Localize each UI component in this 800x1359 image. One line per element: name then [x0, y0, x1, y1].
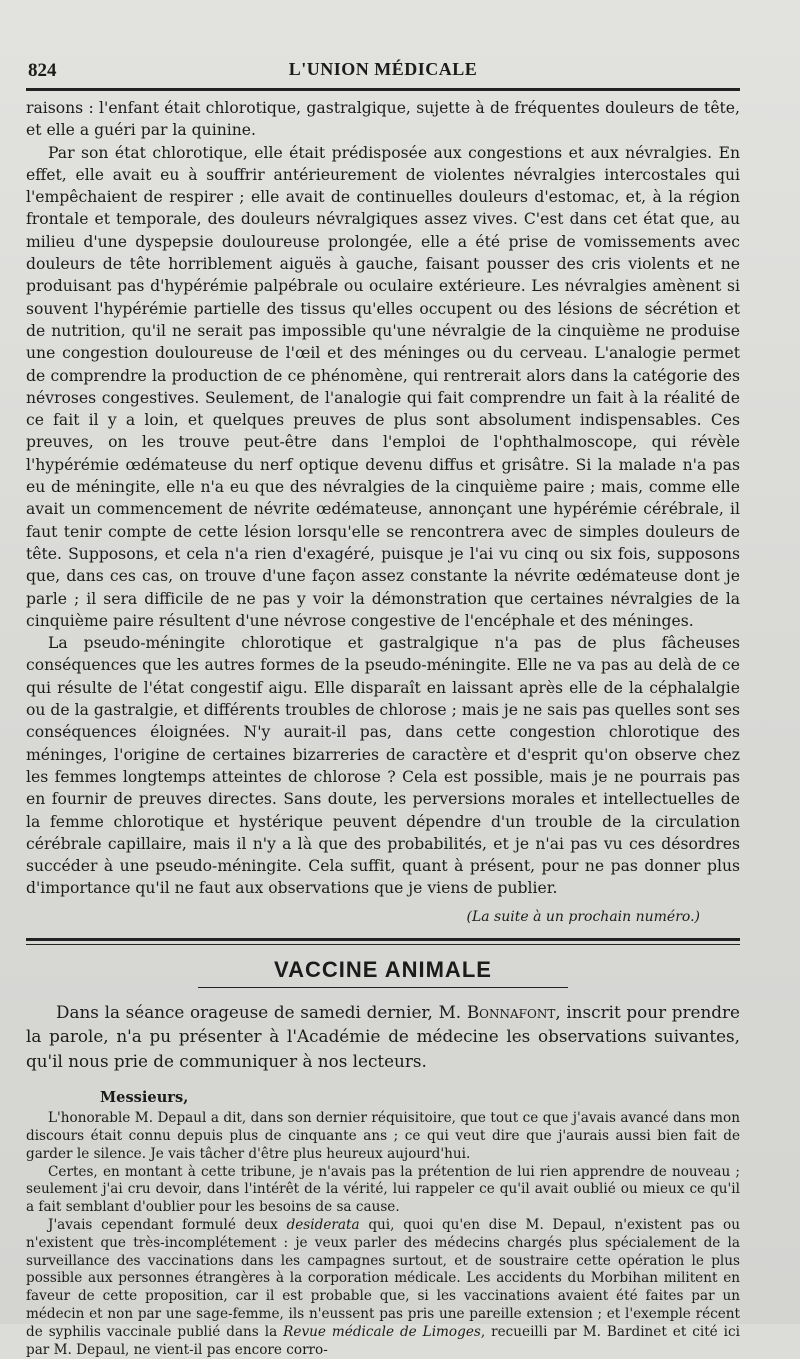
author-name: Bonnafont: [466, 1001, 556, 1022]
section-title: VACCINE ANIMALE: [274, 956, 492, 982]
title-underline: [198, 987, 568, 988]
journal-title: L'UNION MÉDICALE: [288, 59, 478, 79]
paragraph: Par son état chlorotique, elle était prédisposée aux congestions et aux névralgies. En effet, elle avait eu à souffrir antérieurement de violentes névralgies intercostales qui l'empêchaient de respirer ; elle avait de continuelles douleurs d'estomac, et, à la région frontale et temporale, des douleurs névralgiques assez vives. C'est dans cet état que, au milieu d'une dyspepsie douloureuse prolongée, elle a été prise de vomissements avec douleurs de tête horriblement aiguës à gauche, faisant pousser des cris violents et ne produisant pas d'hypérémie palpébrale ou oculaire extérieure. Les névralgies amènent si souvent l'hypérémie partielle des tissus qu'elles occupent ou des lésions de sécrétion et de nutrition, qu'il ne serait pas impossible qu'une névralgie de la cinquième ne produise une congestion douloureuse de l'œil et des méninges ou du cerveau. L'analogie permet de comprendre la production de ce phénomène, qui rentrerait alors dans la catégorie des névroses congestives. Seulement, de l'analogie qui fait comprendre un fait à la réalité de ce fait il y a loin, et quelques preuves de plus sont absolument indispensables. Ces preuves, on les trouve peut-être dans l'emploi de l'ophthalmoscope, qui révèle l'hypérémie œdémateuse du nerf optique devenu diffus et grisâtre. Si la malade n'a pas eu de méningite, elle n'a eu que des névralgies de la cinquième paire ; mais, comme elle avait un commencement de névrite œdémateuse, annonçant une hypérémie cérébrale, il faut tenir compte de cette lésion lorsqu'elle se rencontrera avec de simples douleurs de tête. Supposons, et cela n'a rien d'exagéré, puisque je l'ai vu cinq ou six fois, supposons que, dans ces cas, on trouve d'une façon assez constante la névrite œdémateuse dont je parle ; il sera difficile de ne pas y voir la démonstration que certaines névralgies de la cinquième paire résultent d'une névrose congestive de l'encéphale et des méninges.: [26, 143, 740, 630]
article-continuation: [26, 97, 740, 928]
paragraph: La pseudo-méningite chlorotique et gastralgique n'a pas de plus fâcheuses conséquences que les autres formes de la pseudo-méningite. Elle ne va pas au delà de ce qui résulte de l'état congestif aigu. Elle disparaît en laissant après elle de la céphalalgie ou de la gastralgie, et différents troubles de chlorose ; mais je ne sais pas quelles sont ses conséquences éloignées. N'y aurait-il pas, dans cette congestion chlorotique des méninges, l'origine de certaines bizarreries de caractère et d'esprit qu'on observe chez les femmes longtemps atteintes de chlorose ? Cela est possible, mais je ne pourrais pas en fournir de preuves directes. Sans doute, les perversions morales et intellectuelles de la femme chlorotique et hystérique peuvent dépendre d'un trouble de la circulation cérébrale capillaire, mais il n'y a là que des probabilités, et je n'ai pas vu ces désordres succéder à une pseudo-méningite. Cela suffit, quant à présent, pour ne pas donner plus d'importance qu'il ne faut aux observations que je viens de publier.: [26, 634, 740, 898]
text-run: J'avais cependant formulé deux: [48, 1216, 287, 1233]
intro-text: , inscrit pour prendre la parole, n'a pu présenter à l'Académie de médecine les observations suivantes, qu'il nous prie de communiquer à nos lecteurs.: [26, 1001, 740, 1071]
section-intro: [26, 1000, 740, 1074]
intro-text: Dans la séance orageuse de samedi dernier, M.: [56, 1001, 467, 1022]
page-header: [26, 54, 740, 86]
salutation: Messieurs,: [100, 1089, 189, 1107]
journal-citation: Revue médicale de Limoges: [283, 1323, 481, 1340]
paragraph: [26, 1217, 740, 1359]
header-rule: [26, 88, 740, 91]
paragraph: Certes, en montant à cette tribune, je n'avais pas la prétention de lui rien apprendre de nouveau ; seulement j'ai cru devoir, dans l'intérêt de la vérité, lui rappeler ce qu'il avait oublié ou mieux ce qu'il a fait semblant d'oublier pour les besoins de sa cause.: [26, 1163, 740, 1216]
paragraph: L'honorable M. Depaul a dit, dans son dernier réquisitoire, que tout ce que j'avais avancé dans mon discours était connu depuis plus de cinquante ans ; ce qui veut dire que j'aurais aussi bien fait de garder le silence. Je vais tâcher d'être plus heureux aujourd'hui.: [26, 1110, 740, 1162]
text-run: , recueilli par M. Bardinet et cité ici par M. Depaul, ne vient-il pas encore corro-: [26, 1323, 740, 1358]
continuation-note: (La suite à un prochain numéro.): [466, 908, 700, 925]
italic-term: desiderata: [286, 1216, 360, 1233]
text-run: qui, quoi qu'en dise M. Depaul, n'existent pas ou n'existent que très-incomplétement : je veux parler des médecins chargés plus spécialement de la surveillance des vaccinations dans les campagnes surtout, et de soustraire cette opération le plus possible aux personnes étrangères à la corporation médicale. Les accidents du Morbihan militent en faveur de cette proposition, car il est probable que, si les vaccinations avaient été faites par un médecin et non par une sage-femme, ils n'eussent pas pris une pareille extension ; et l'exemple récent de syphilis vaccinale publié dans la: [26, 1216, 740, 1340]
page-number: 824: [28, 60, 57, 81]
paragraph: raisons : l'enfant était chlorotique, gastralgique, sujette à de fréquentes douleurs de tête, et elle a guéri par la quinine.: [26, 99, 740, 140]
section-divider: [26, 938, 740, 945]
